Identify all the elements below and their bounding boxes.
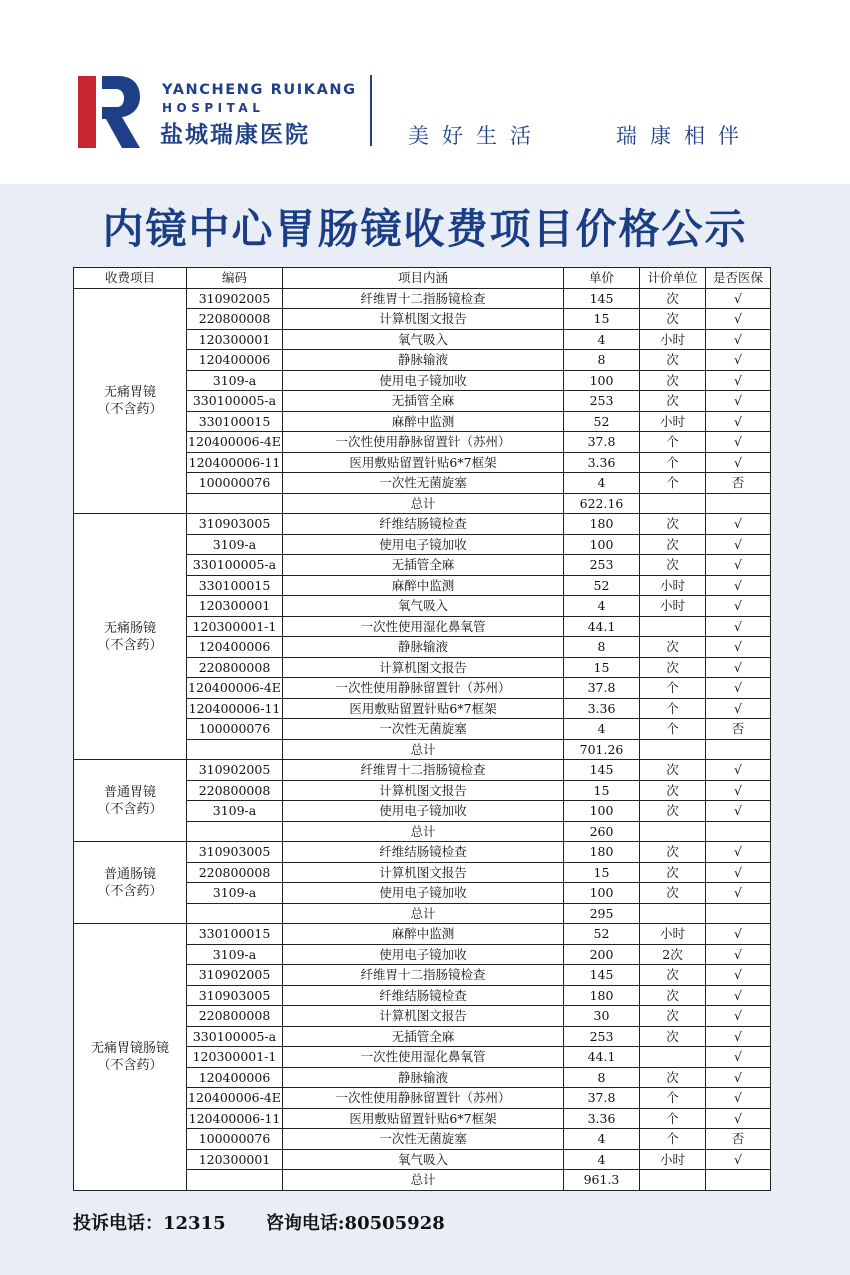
row-price: 52	[564, 411, 640, 432]
row-item-name: 纤维胃十二指肠镜检查	[283, 288, 564, 309]
row-code: 100000076	[187, 1129, 283, 1150]
row-code: 220800008	[187, 1006, 283, 1027]
brand-english-name: YANCHENG RUIKANG	[162, 82, 357, 98]
row-code: 120400006-4E	[187, 1088, 283, 1109]
table-row	[74, 842, 771, 863]
row-insurance: √	[706, 1149, 771, 1170]
row-insurance: √	[706, 350, 771, 371]
row-code: 220800008	[187, 780, 283, 801]
row-insurance: √	[706, 575, 771, 596]
total-label: 总计	[283, 493, 564, 514]
header-unit: 计价单位	[640, 268, 706, 289]
row-price: 253	[564, 391, 640, 412]
row-price: 37.8	[564, 678, 640, 699]
row-item-name: 一次性使用静脉留置针（苏州）	[283, 1088, 564, 1109]
total-empty-unit	[640, 739, 706, 760]
row-code: 3109-a	[187, 370, 283, 391]
row-unit: 次	[640, 657, 706, 678]
row-price: 100	[564, 883, 640, 904]
total-empty-code	[187, 903, 283, 924]
row-price: 180	[564, 842, 640, 863]
row-price: 200	[564, 944, 640, 965]
row-price: 15	[564, 309, 640, 330]
row-item-name: 使用电子镜加收	[283, 370, 564, 391]
row-price: 52	[564, 924, 640, 945]
row-price: 3.36	[564, 452, 640, 473]
page-title: 内镜中心胃肠镜收费项目价格公示	[102, 205, 748, 253]
row-unit: 小时	[640, 411, 706, 432]
slogan-part-2: 瑞康相伴	[616, 124, 752, 148]
row-item-name: 计算机图文报告	[283, 657, 564, 678]
row-price: 4	[564, 596, 640, 617]
hospital-logo-icon	[76, 76, 142, 148]
row-price: 52	[564, 575, 640, 596]
row-price: 180	[564, 514, 640, 535]
row-unit: 次	[640, 534, 706, 555]
row-price: 180	[564, 985, 640, 1006]
category-cell	[74, 760, 187, 842]
row-price: 44.1	[564, 616, 640, 637]
total-label: 总计	[283, 1170, 564, 1191]
row-code: 120300001-1	[187, 1047, 283, 1068]
row-unit: 个	[640, 1129, 706, 1150]
row-insurance: √	[706, 1108, 771, 1129]
row-code: 3109-a	[187, 801, 283, 822]
row-insurance: √	[706, 391, 771, 412]
hospital-header	[0, 0, 850, 184]
table-row	[74, 924, 771, 945]
row-unit: 次	[640, 780, 706, 801]
row-unit: 次	[640, 514, 706, 535]
row-unit: 个	[640, 432, 706, 453]
row-insurance: √	[706, 883, 771, 904]
row-item-name: 计算机图文报告	[283, 780, 564, 801]
category-cell	[74, 842, 187, 924]
row-item-name: 一次性使用静脉留置针（苏州）	[283, 678, 564, 699]
total-empty-code	[187, 1170, 283, 1191]
row-price: 4	[564, 1149, 640, 1170]
row-code: 100000076	[187, 473, 283, 494]
table-row	[74, 514, 771, 535]
row-insurance: 否	[706, 719, 771, 740]
total-empty-insurance	[706, 493, 771, 514]
row-code: 220800008	[187, 657, 283, 678]
category-note: （不含药）	[97, 637, 163, 653]
row-price: 8	[564, 350, 640, 371]
row-code: 220800008	[187, 309, 283, 330]
row-insurance: √	[706, 432, 771, 453]
row-unit: 个	[640, 698, 706, 719]
header-divider	[370, 75, 372, 146]
row-price: 145	[564, 965, 640, 986]
row-item-name: 氧气吸入	[283, 596, 564, 617]
row-price: 100	[564, 370, 640, 391]
row-code: 120400006	[187, 350, 283, 371]
total-empty-unit	[640, 1170, 706, 1191]
row-item-name: 静脉输液	[283, 1067, 564, 1088]
row-insurance: √	[706, 965, 771, 986]
row-code: 120400006-11	[187, 698, 283, 719]
row-price: 15	[564, 862, 640, 883]
total-empty-code	[187, 493, 283, 514]
row-insurance: √	[706, 924, 771, 945]
row-code: 120300001-1	[187, 616, 283, 637]
row-price: 4	[564, 473, 640, 494]
row-item-name: 一次性无菌旋塞	[283, 1129, 564, 1150]
total-empty-insurance	[706, 1170, 771, 1191]
row-item-name: 一次性无菌旋塞	[283, 719, 564, 740]
price-table-body	[74, 288, 771, 1190]
row-insurance: √	[706, 1067, 771, 1088]
row-item-name: 使用电子镜加收	[283, 883, 564, 904]
row-price: 30	[564, 1006, 640, 1027]
row-item-name: 静脉输液	[283, 350, 564, 371]
complaint-phone: 投诉电话：12315	[73, 1213, 226, 1234]
total-empty-unit	[640, 821, 706, 842]
row-insurance: √	[706, 842, 771, 863]
row-item-name: 纤维胃十二指肠镜检查	[283, 760, 564, 781]
header-insurance: 是否医保	[706, 268, 771, 289]
row-code: 310902005	[187, 965, 283, 986]
row-insurance: √	[706, 862, 771, 883]
row-price: 37.8	[564, 1088, 640, 1109]
row-price: 3.36	[564, 698, 640, 719]
header-code: 编码	[187, 268, 283, 289]
row-insurance: √	[706, 760, 771, 781]
row-item-name: 一次性使用湿化鼻氧管	[283, 616, 564, 637]
row-unit: 次	[640, 883, 706, 904]
row-unit: 次	[640, 391, 706, 412]
slogan-part-1: 美好生活	[408, 124, 544, 148]
total-empty-unit	[640, 493, 706, 514]
row-insurance: √	[706, 514, 771, 535]
row-unit: 次	[640, 985, 706, 1006]
row-price: 253	[564, 555, 640, 576]
row-insurance: √	[706, 555, 771, 576]
row-code: 120400006-4E	[187, 678, 283, 699]
row-code: 310903005	[187, 985, 283, 1006]
row-item-name: 纤维胃十二指肠镜检查	[283, 965, 564, 986]
row-unit: 小时	[640, 329, 706, 350]
category-note: （不含药）	[97, 883, 163, 899]
total-empty-insurance	[706, 739, 771, 760]
row-code: 310902005	[187, 760, 283, 781]
header-price: 单价	[564, 268, 640, 289]
row-unit: 次	[640, 288, 706, 309]
row-code: 120400006-11	[187, 452, 283, 473]
row-insurance: √	[706, 1047, 771, 1068]
row-code: 120400006	[187, 637, 283, 658]
row-insurance: √	[706, 698, 771, 719]
row-item-name: 一次性使用静脉留置针（苏州）	[283, 432, 564, 453]
row-insurance: √	[706, 801, 771, 822]
row-unit: 个	[640, 719, 706, 740]
total-value: 622.16	[564, 493, 640, 514]
row-insurance: √	[706, 616, 771, 637]
row-item-name: 无插管全麻	[283, 1026, 564, 1047]
row-code: 310902005	[187, 288, 283, 309]
total-value: 260	[564, 821, 640, 842]
row-price: 4	[564, 329, 640, 350]
row-price: 145	[564, 288, 640, 309]
row-code: 120400006	[187, 1067, 283, 1088]
row-insurance: √	[706, 288, 771, 309]
row-insurance: √	[706, 596, 771, 617]
row-insurance: √	[706, 329, 771, 350]
row-code: 310903005	[187, 842, 283, 863]
row-unit: 个	[640, 678, 706, 699]
row-unit: 次	[640, 1067, 706, 1088]
price-table	[73, 267, 771, 1191]
row-price: 37.8	[564, 432, 640, 453]
row-item-name: 纤维结肠镜检查	[283, 842, 564, 863]
total-value: 701.26	[564, 739, 640, 760]
row-insurance: √	[706, 657, 771, 678]
row-unit: 个	[640, 1088, 706, 1109]
row-code: 330100015	[187, 411, 283, 432]
row-unit: 个	[640, 473, 706, 494]
total-empty-code	[187, 821, 283, 842]
brand-chinese-name: 盐城瑞康医院	[160, 122, 310, 148]
inquiry-phone: 咨询电话:80505928	[265, 1213, 445, 1234]
row-code: 120400006-11	[187, 1108, 283, 1129]
row-insurance: √	[706, 985, 771, 1006]
total-label: 总计	[283, 903, 564, 924]
header-item: 项目内涵	[283, 268, 564, 289]
row-code: 120300001	[187, 596, 283, 617]
category-note: （不含药）	[97, 1057, 163, 1073]
row-unit: 个	[640, 452, 706, 473]
row-code: 330100005-a	[187, 391, 283, 412]
total-value: 295	[564, 903, 640, 924]
row-item-name: 静脉输液	[283, 637, 564, 658]
row-insurance: 否	[706, 473, 771, 494]
total-label: 总计	[283, 739, 564, 760]
row-unit: 2次	[640, 944, 706, 965]
row-code: 330100005-a	[187, 555, 283, 576]
row-unit: 小时	[640, 1149, 706, 1170]
category-name: 无痛肠镜	[103, 620, 156, 636]
row-code: 330100015	[187, 575, 283, 596]
header-category: 收费项目	[74, 268, 187, 289]
table-row	[74, 288, 771, 309]
row-unit	[640, 1047, 706, 1068]
row-code: 330100015	[187, 924, 283, 945]
row-price: 100	[564, 801, 640, 822]
row-unit: 次	[640, 555, 706, 576]
row-insurance: √	[706, 370, 771, 391]
row-unit: 次	[640, 760, 706, 781]
row-code: 100000076	[187, 719, 283, 740]
category-name: 无痛胃镜	[103, 384, 156, 400]
table-row	[74, 760, 771, 781]
row-price: 3.36	[564, 1108, 640, 1129]
row-item-name: 使用电子镜加收	[283, 944, 564, 965]
row-code: 120300001	[187, 1149, 283, 1170]
row-price: 8	[564, 1067, 640, 1088]
total-empty-unit	[640, 903, 706, 924]
row-insurance: √	[706, 534, 771, 555]
row-code: 330100005-a	[187, 1026, 283, 1047]
row-item-name: 氧气吸入	[283, 1149, 564, 1170]
row-item-name: 计算机图文报告	[283, 309, 564, 330]
row-code: 3109-a	[187, 883, 283, 904]
brand-english-subtitle: HOSPITAL	[162, 101, 265, 115]
row-item-name: 一次性使用湿化鼻氧管	[283, 1047, 564, 1068]
row-unit: 次	[640, 801, 706, 822]
total-empty-insurance	[706, 821, 771, 842]
row-price: 15	[564, 657, 640, 678]
row-code: 310903005	[187, 514, 283, 535]
row-insurance: √	[706, 1006, 771, 1027]
row-unit: 次	[640, 862, 706, 883]
row-insurance: √	[706, 780, 771, 801]
row-item-name: 无插管全麻	[283, 391, 564, 412]
row-price: 253	[564, 1026, 640, 1047]
row-insurance: √	[706, 1026, 771, 1047]
row-unit: 次	[640, 1026, 706, 1047]
row-unit: 次	[640, 965, 706, 986]
category-note: （不含药）	[97, 801, 163, 817]
row-item-name: 无插管全麻	[283, 555, 564, 576]
category-cell	[74, 288, 187, 514]
category-cell	[74, 924, 187, 1191]
table-header-row	[74, 268, 771, 289]
row-price: 15	[564, 780, 640, 801]
row-code: 220800008	[187, 862, 283, 883]
row-code: 3109-a	[187, 534, 283, 555]
row-item-name: 计算机图文报告	[283, 1006, 564, 1027]
total-empty-code	[187, 739, 283, 760]
row-insurance: √	[706, 411, 771, 432]
row-unit	[640, 616, 706, 637]
row-code: 120400006-4E	[187, 432, 283, 453]
row-item-name: 使用电子镜加收	[283, 801, 564, 822]
contact-footer	[73, 1209, 479, 1235]
row-price: 4	[564, 1129, 640, 1150]
row-item-name: 纤维结肠镜检查	[283, 985, 564, 1006]
row-unit: 小时	[640, 596, 706, 617]
row-code: 3109-a	[187, 944, 283, 965]
category-name: 无痛胃镜肠镜	[90, 1040, 169, 1056]
row-item-name: 使用电子镜加收	[283, 534, 564, 555]
row-price: 44.1	[564, 1047, 640, 1068]
row-item-name: 麻醉中监测	[283, 924, 564, 945]
row-insurance: √	[706, 637, 771, 658]
row-unit: 次	[640, 637, 706, 658]
category-cell	[74, 514, 187, 760]
row-item-name: 麻醉中监测	[283, 575, 564, 596]
category-note: （不含药）	[97, 401, 163, 417]
row-price: 8	[564, 637, 640, 658]
row-insurance: √	[706, 1088, 771, 1109]
row-item-name: 一次性无菌旋塞	[283, 473, 564, 494]
total-label: 总计	[283, 821, 564, 842]
row-insurance: √	[706, 944, 771, 965]
total-value: 961.3	[564, 1170, 640, 1191]
row-insurance: 否	[706, 1129, 771, 1150]
row-code: 120300001	[187, 329, 283, 350]
row-item-name: 氧气吸入	[283, 329, 564, 350]
row-insurance: √	[706, 309, 771, 330]
row-price: 4	[564, 719, 640, 740]
row-item-name: 纤维结肠镜检查	[283, 514, 564, 535]
row-price: 145	[564, 760, 640, 781]
row-item-name: 麻醉中监测	[283, 411, 564, 432]
category-name: 普通胃镜	[103, 784, 156, 800]
total-empty-insurance	[706, 903, 771, 924]
row-item-name: 医用敷贴留置针贴6*7框架	[283, 698, 564, 719]
row-item-name: 医用敷贴留置针贴6*7框架	[283, 452, 564, 473]
row-unit: 次	[640, 842, 706, 863]
row-insurance: √	[706, 678, 771, 699]
row-unit: 小时	[640, 924, 706, 945]
row-unit: 次	[640, 1006, 706, 1027]
row-unit: 小时	[640, 575, 706, 596]
row-unit: 次	[640, 370, 706, 391]
row-price: 100	[564, 534, 640, 555]
category-name: 普通肠镜	[103, 866, 156, 882]
row-unit: 个	[640, 1108, 706, 1129]
row-item-name: 计算机图文报告	[283, 862, 564, 883]
row-unit: 次	[640, 350, 706, 371]
row-unit: 次	[640, 309, 706, 330]
row-item-name: 医用敷贴留置针贴6*7框架	[283, 1108, 564, 1129]
row-insurance: √	[706, 452, 771, 473]
